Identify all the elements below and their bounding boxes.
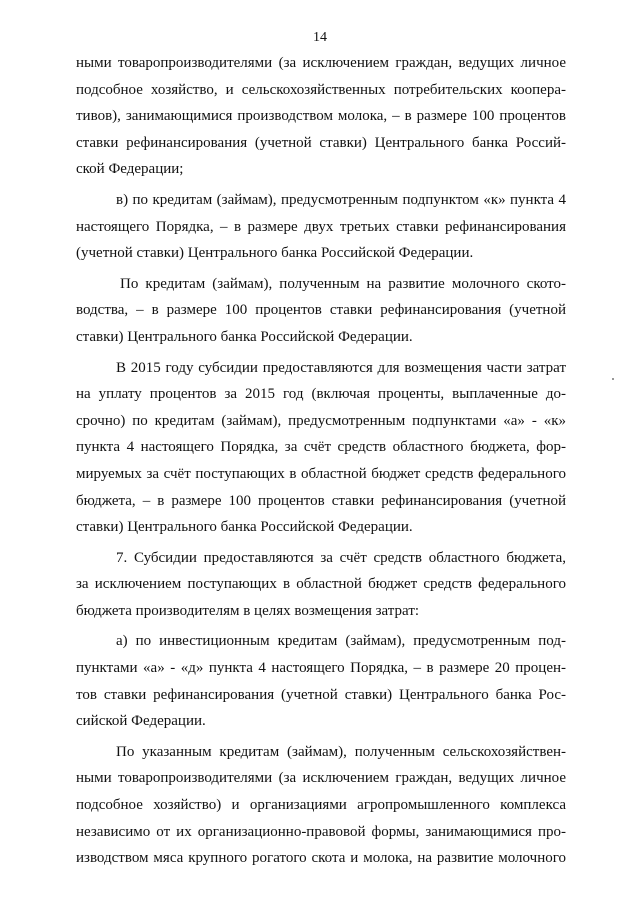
text-line: подсобное хозяйство, и сельскохозяйственных потребительских коопера- <box>76 81 566 98</box>
text-line: (учетной ставки) Центрального банка Российской Федерации. <box>76 245 474 262</box>
text-line: пунктами «а» - «д» пункта 4 настоящего Порядка, – в размере 20 процен- <box>76 660 566 677</box>
text-line: бюджета производителям в целях возмещения затрат: <box>76 602 420 619</box>
text-line: бюджета, – в размере 100 процентов ставки рефинансирования (учетной <box>76 492 566 509</box>
text-line: ными товаропроизводителями (за исключением граждан, ведущих личное <box>76 55 566 71</box>
text-line: 7. Субсидии предоставляются за счёт средств областного бюджета, <box>116 549 566 566</box>
text-line: в) по кредитам (займам), предусмотренным подпунктом «к» пункта 4 <box>116 191 566 208</box>
text-line: сийской Федерации. <box>76 713 206 730</box>
text-line: настоящего Порядка, – в размере двух третьих ставки рефинансирования <box>76 218 566 235</box>
scan-speck <box>612 378 614 380</box>
text-line: независимо от их организационно-правовой формы, занимающимися про- <box>76 823 566 840</box>
paragraph <box>76 545 566 625</box>
text-line: тов ставки рефинансирования (учетной ставки) Центрального банка Рос- <box>76 686 566 703</box>
paragraph <box>76 628 566 734</box>
text-line: По указанным кредитам (займам), полученным сельскохозяйствен- <box>116 743 566 760</box>
paragraph <box>76 50 566 183</box>
page-number: 14 <box>313 30 327 45</box>
text-line: мируемых за счёт поступающих в областной бюджет средств федерального <box>76 465 566 482</box>
paragraph <box>76 739 566 872</box>
text-line: ставки) Центрального банка Российской Федерации. <box>76 519 413 536</box>
text-line: В 2015 году субсидии предоставляются для возмещения части затрат <box>116 359 566 376</box>
text-line: ской Федерации; <box>76 161 184 178</box>
text-line: а) по инвестиционным кредитам (займам), предусмотренным под- <box>116 633 566 650</box>
text-line: водства, – в размере 100 процентов ставки рефинансирования (учетной <box>76 302 566 319</box>
text-line: на уплату процентов за 2015 год (включая проценты, выплаченные до- <box>76 386 566 403</box>
paragraph <box>76 271 566 351</box>
text-line: пункта 4 настоящего Порядка, за счёт средств областного бюджета, фор- <box>76 439 566 456</box>
document-body <box>76 50 566 872</box>
text-line: срочно) по кредитам (займам), предусмотренным подпунктами «а» - «к» <box>76 412 566 429</box>
paragraph <box>76 355 566 541</box>
text-line: По кредитам (займам), полученным на развитие молочного ското- <box>120 275 566 292</box>
text-line: ставки) Центрального банка Российской Федерации. <box>76 328 413 345</box>
paragraph <box>76 187 566 267</box>
text-line: изводством мяса крупного рогатого скота и молока, на развитие молочного <box>76 850 566 867</box>
text-line: подсобное хозяйство) и организациями агропромышленного комплекса <box>76 797 566 814</box>
text-line: за исключением поступающих в областной бюджет средств федерального <box>76 576 566 593</box>
text-line: ными товаропроизводителями (за исключением граждан, ведущих личное <box>76 770 566 787</box>
text-line: тивов), занимающимися производством молока, – в размере 100 процентов <box>76 108 566 125</box>
text-line: ставки рефинансирования (учетной ставки) Центрального банка Россий- <box>76 134 566 151</box>
